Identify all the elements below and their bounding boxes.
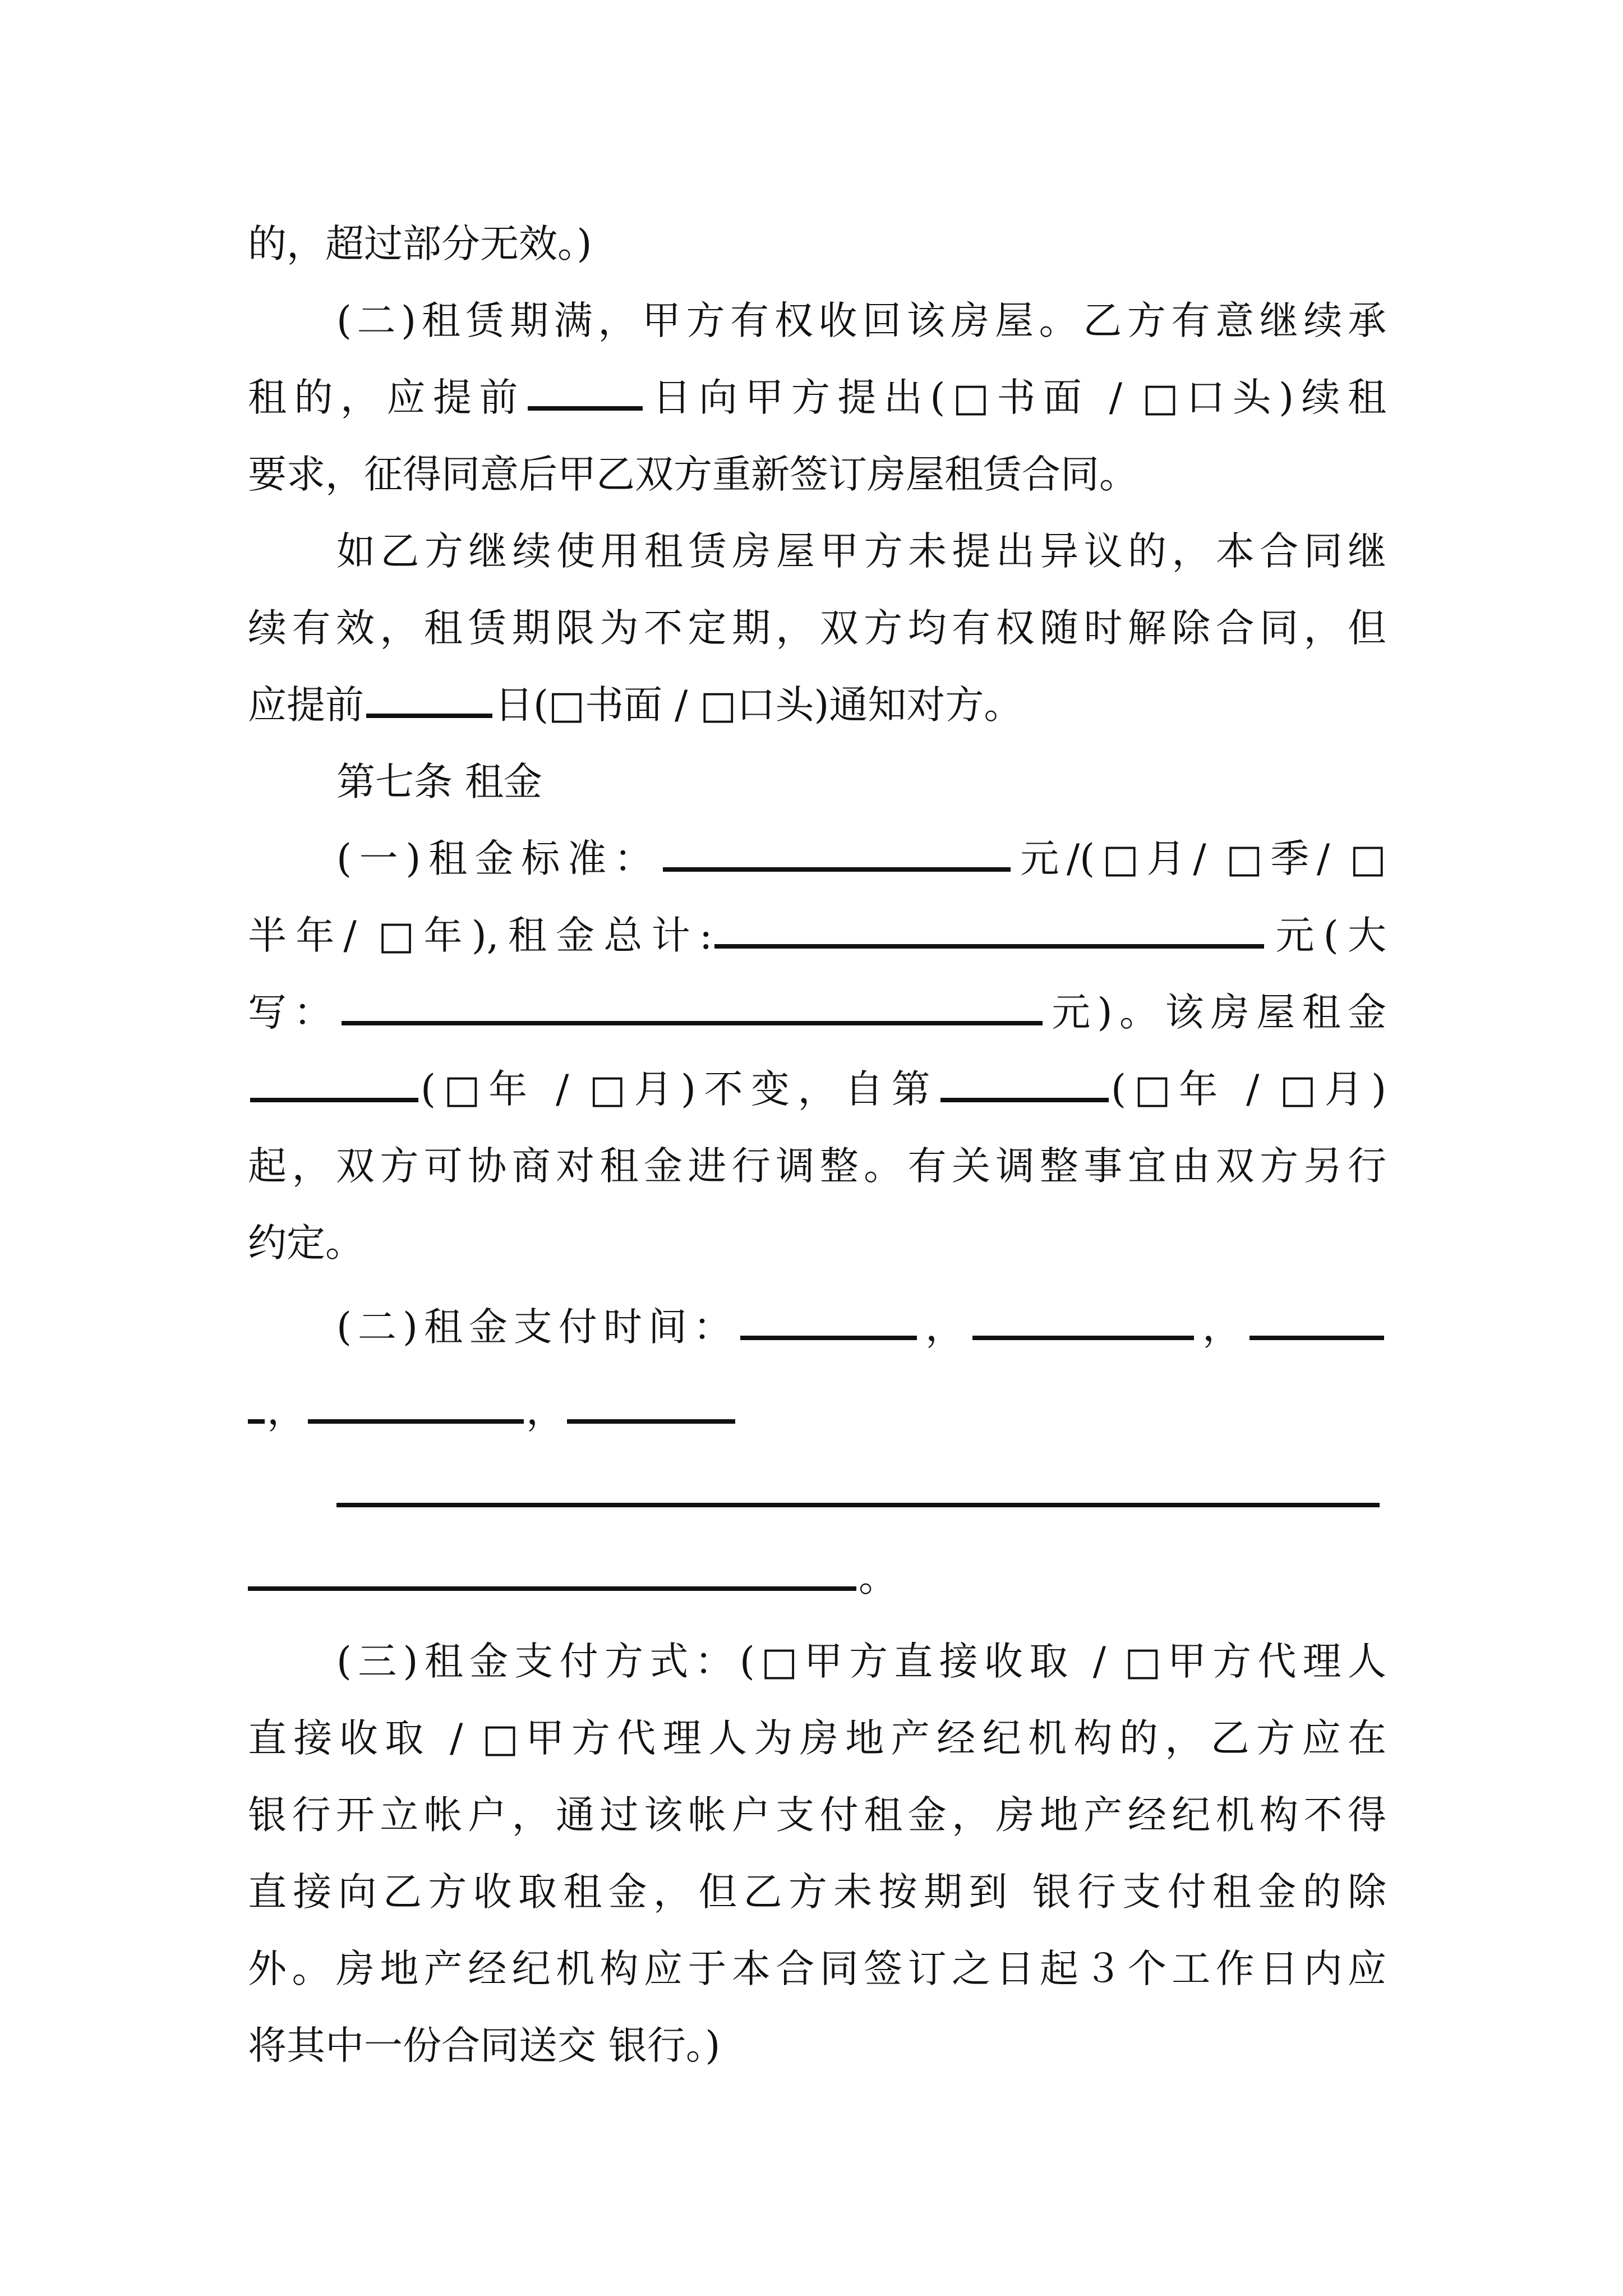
text-line: 写： 元)。该房屋租金 <box>248 990 1387 1035</box>
line-text: 直接向乙方收取租金，但乙方未按期到 银行支付租金的除 <box>248 1870 1386 1915</box>
text-line <box>248 1138 1386 1194</box>
text-line <box>248 216 1386 272</box>
fill-blank[interactable] <box>972 1336 1194 1340</box>
line-text: 要求，征得同意后甲乙双方重新签订房屋租赁合同。 <box>248 452 1138 497</box>
text-line <box>248 1864 1386 1920</box>
text-line: (□年 / □月)不变，自第 (□年 / □月) <box>248 1061 1386 1117</box>
line-text: 约定。 <box>248 1221 364 1266</box>
fill-blank[interactable] <box>740 1336 917 1340</box>
line-text: 将其中一份合同送交 银行。) <box>248 2023 721 2068</box>
text-line: 。 <box>248 1550 1386 1606</box>
line-text: 直接收取 / □甲方代理人为房地产经纪机构的，乙方应在 <box>248 1716 1386 1761</box>
line-text: 银行开立帐户，通过该帐户支付租金，房地产经纪机构不得 <box>248 1793 1386 1838</box>
text-line <box>248 2018 1386 2074</box>
fill-blank[interactable] <box>342 1021 1043 1025</box>
text-line <box>336 1466 1386 1522</box>
line-text: (三)租金支付方式：(□甲方直接收取 / □甲方代理人 <box>336 1639 1386 1684</box>
fill-blank[interactable] <box>567 1419 735 1424</box>
text-line: 应提前 日(□书面 / □口头)通知对方。 <box>248 683 1023 728</box>
line-text: 的，超过部分无效。) <box>248 222 592 266</box>
fill-blank[interactable] <box>940 1098 1109 1102</box>
text-line: 半年/ □年),租金总计: 元(大 <box>248 913 1386 958</box>
fill-blank[interactable] <box>250 1098 418 1102</box>
text-line <box>336 523 1386 579</box>
fill-blank[interactable] <box>1249 1336 1384 1340</box>
line-text: 外。房地产经纪机构应于本合同签订之日起３个工作日内应 <box>248 1947 1386 1991</box>
text-line <box>248 447 1386 503</box>
line-text: 续有效，租赁期限为不定期，双方均有权随时解除合同，但 <box>248 606 1386 651</box>
fill-blank[interactable] <box>248 1586 856 1591</box>
text-line <box>248 1215 1386 1271</box>
line-text: (二)租赁期满，甲方有权收回该房屋。乙方有意继续承 <box>336 298 1386 343</box>
fill-blank[interactable] <box>336 1503 1380 1507</box>
text-line: ， ， <box>248 1383 1386 1439</box>
text-line <box>248 1941 1386 1997</box>
text-line <box>248 600 1386 656</box>
text-line <box>336 1634 1386 1690</box>
text-line: 租的，应提前 日向甲方提出(□书面 / □口头)续租 <box>248 375 1387 420</box>
line-text: 如乙方继续使用租赁房屋甲方未提出异议的，本合同继 <box>336 529 1386 574</box>
fill-blank[interactable] <box>714 944 1264 949</box>
fill-blank[interactable] <box>663 867 1011 872</box>
fill-blank[interactable] <box>528 406 643 411</box>
fill-blank[interactable] <box>248 1419 265 1424</box>
heading-text: 第七条 租金 <box>336 760 542 804</box>
fill-blank[interactable] <box>308 1419 524 1424</box>
text-line <box>248 1710 1386 1766</box>
text-line: (二)租金支付时间： ， ， <box>336 1299 1386 1355</box>
line-text: 起，双方可协商对租金进行调整。有关调整事宜由双方另行 <box>248 1144 1386 1189</box>
text-line: (一)租金标准： 元/(□月/ □季/ □ <box>336 836 1386 881</box>
text-line <box>336 293 1386 349</box>
text-line <box>248 1787 1386 1843</box>
section-heading <box>336 754 1386 810</box>
fill-blank[interactable] <box>366 714 492 718</box>
